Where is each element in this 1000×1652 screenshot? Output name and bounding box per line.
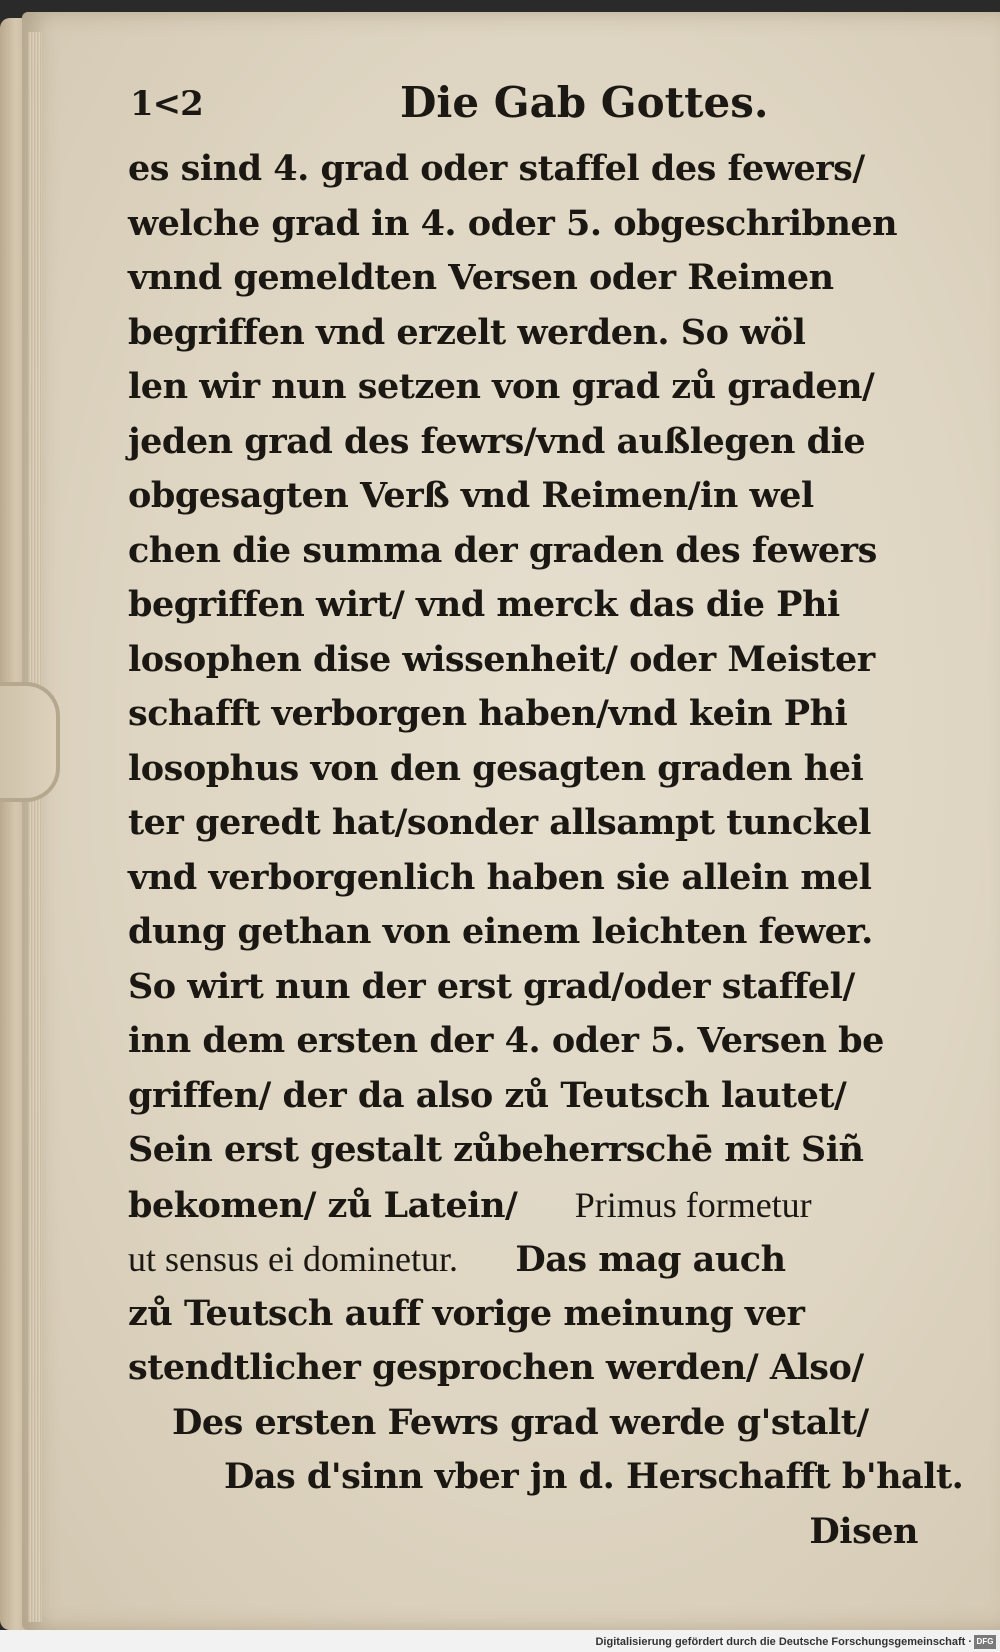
text-line: losophen dise wissenheit/ oder Meister (128, 638, 875, 680)
text-line: griffen/ der da also zů Teutsch lautet/ (128, 1074, 847, 1116)
text-line: vnd verborgenlich haben sie allein mel (128, 856, 872, 898)
text-line: Sein erst gestalt zůbeherrschē mit Siñ (128, 1129, 864, 1170)
text-line: ter geredt hat/sonder allsampt tunckel (128, 802, 871, 843)
text-line: dung gethan von einem leichten fewer. (128, 911, 873, 952)
footer-bar (0, 1630, 1000, 1652)
funding-credit: Digitalisierung gefördert durch die Deutsche Forschungsgemeinschaft · (595, 1636, 972, 1648)
page-header (130, 78, 920, 138)
verse-line: Des ersten Fewrs grad werde g'stalt/ (172, 1401, 869, 1443)
text-line: begriffen vnd erzelt werden. So wöl (128, 311, 806, 353)
page-edge-lines (28, 32, 42, 1622)
text-line: zů Teutsch auff vorige meinung ver (128, 1292, 805, 1334)
text-line: schafft verborgen haben/vnd kein Phi (128, 693, 848, 734)
verse-line: Das d'sinn vber jn d. Herschafft b'halt. (224, 1456, 964, 1497)
body-text (128, 142, 964, 1559)
folio-number: 1<2 (130, 84, 203, 124)
latin-segment: ut sensus ei dominetur. (128, 1239, 458, 1279)
latin-line (128, 1232, 918, 1287)
text-line: chen die summa der graden des fewers (128, 529, 877, 571)
german-segment: bekomen/ zů Latein/ (128, 1184, 518, 1226)
catchword: Disen (809, 1510, 918, 1552)
clasp-tab (0, 682, 60, 802)
running-title: Die Gab Gottes. (400, 78, 769, 127)
text-line: inn dem ersten der 4. oder 5. Versen be (128, 1020, 884, 1061)
text-line: So wirt nun der erst grad/oder staffel/ (128, 965, 855, 1007)
text-line: vnnd gemeldten Versen oder Reimen (128, 257, 834, 298)
text-line: losophus von den gesagten graden hei (128, 747, 864, 789)
text-line: stendtlicher gesprochen werden/ Also/ (128, 1347, 864, 1388)
german-segment: Das mag auch (515, 1239, 786, 1280)
text-line: len wir nun setzen von grad zů graden/ (128, 366, 875, 407)
dfg-logo: DFG (974, 1635, 996, 1649)
mixed-language-line (128, 1178, 918, 1233)
text-line: obgesagten Verß vnd Reimen/in wel (128, 475, 814, 516)
text-line: begriffen wirt/ vnd merck das die Phi (128, 584, 840, 625)
latin-segment: Primus formetur (574, 1184, 812, 1225)
text-line: welche grad in 4. oder 5. obgeschribnen (128, 202, 898, 244)
text-line: jeden grad des fewrs/vnd außlegen die (128, 420, 866, 462)
text-line: es sind 4. grad oder staffel des fewers/ (128, 148, 865, 189)
